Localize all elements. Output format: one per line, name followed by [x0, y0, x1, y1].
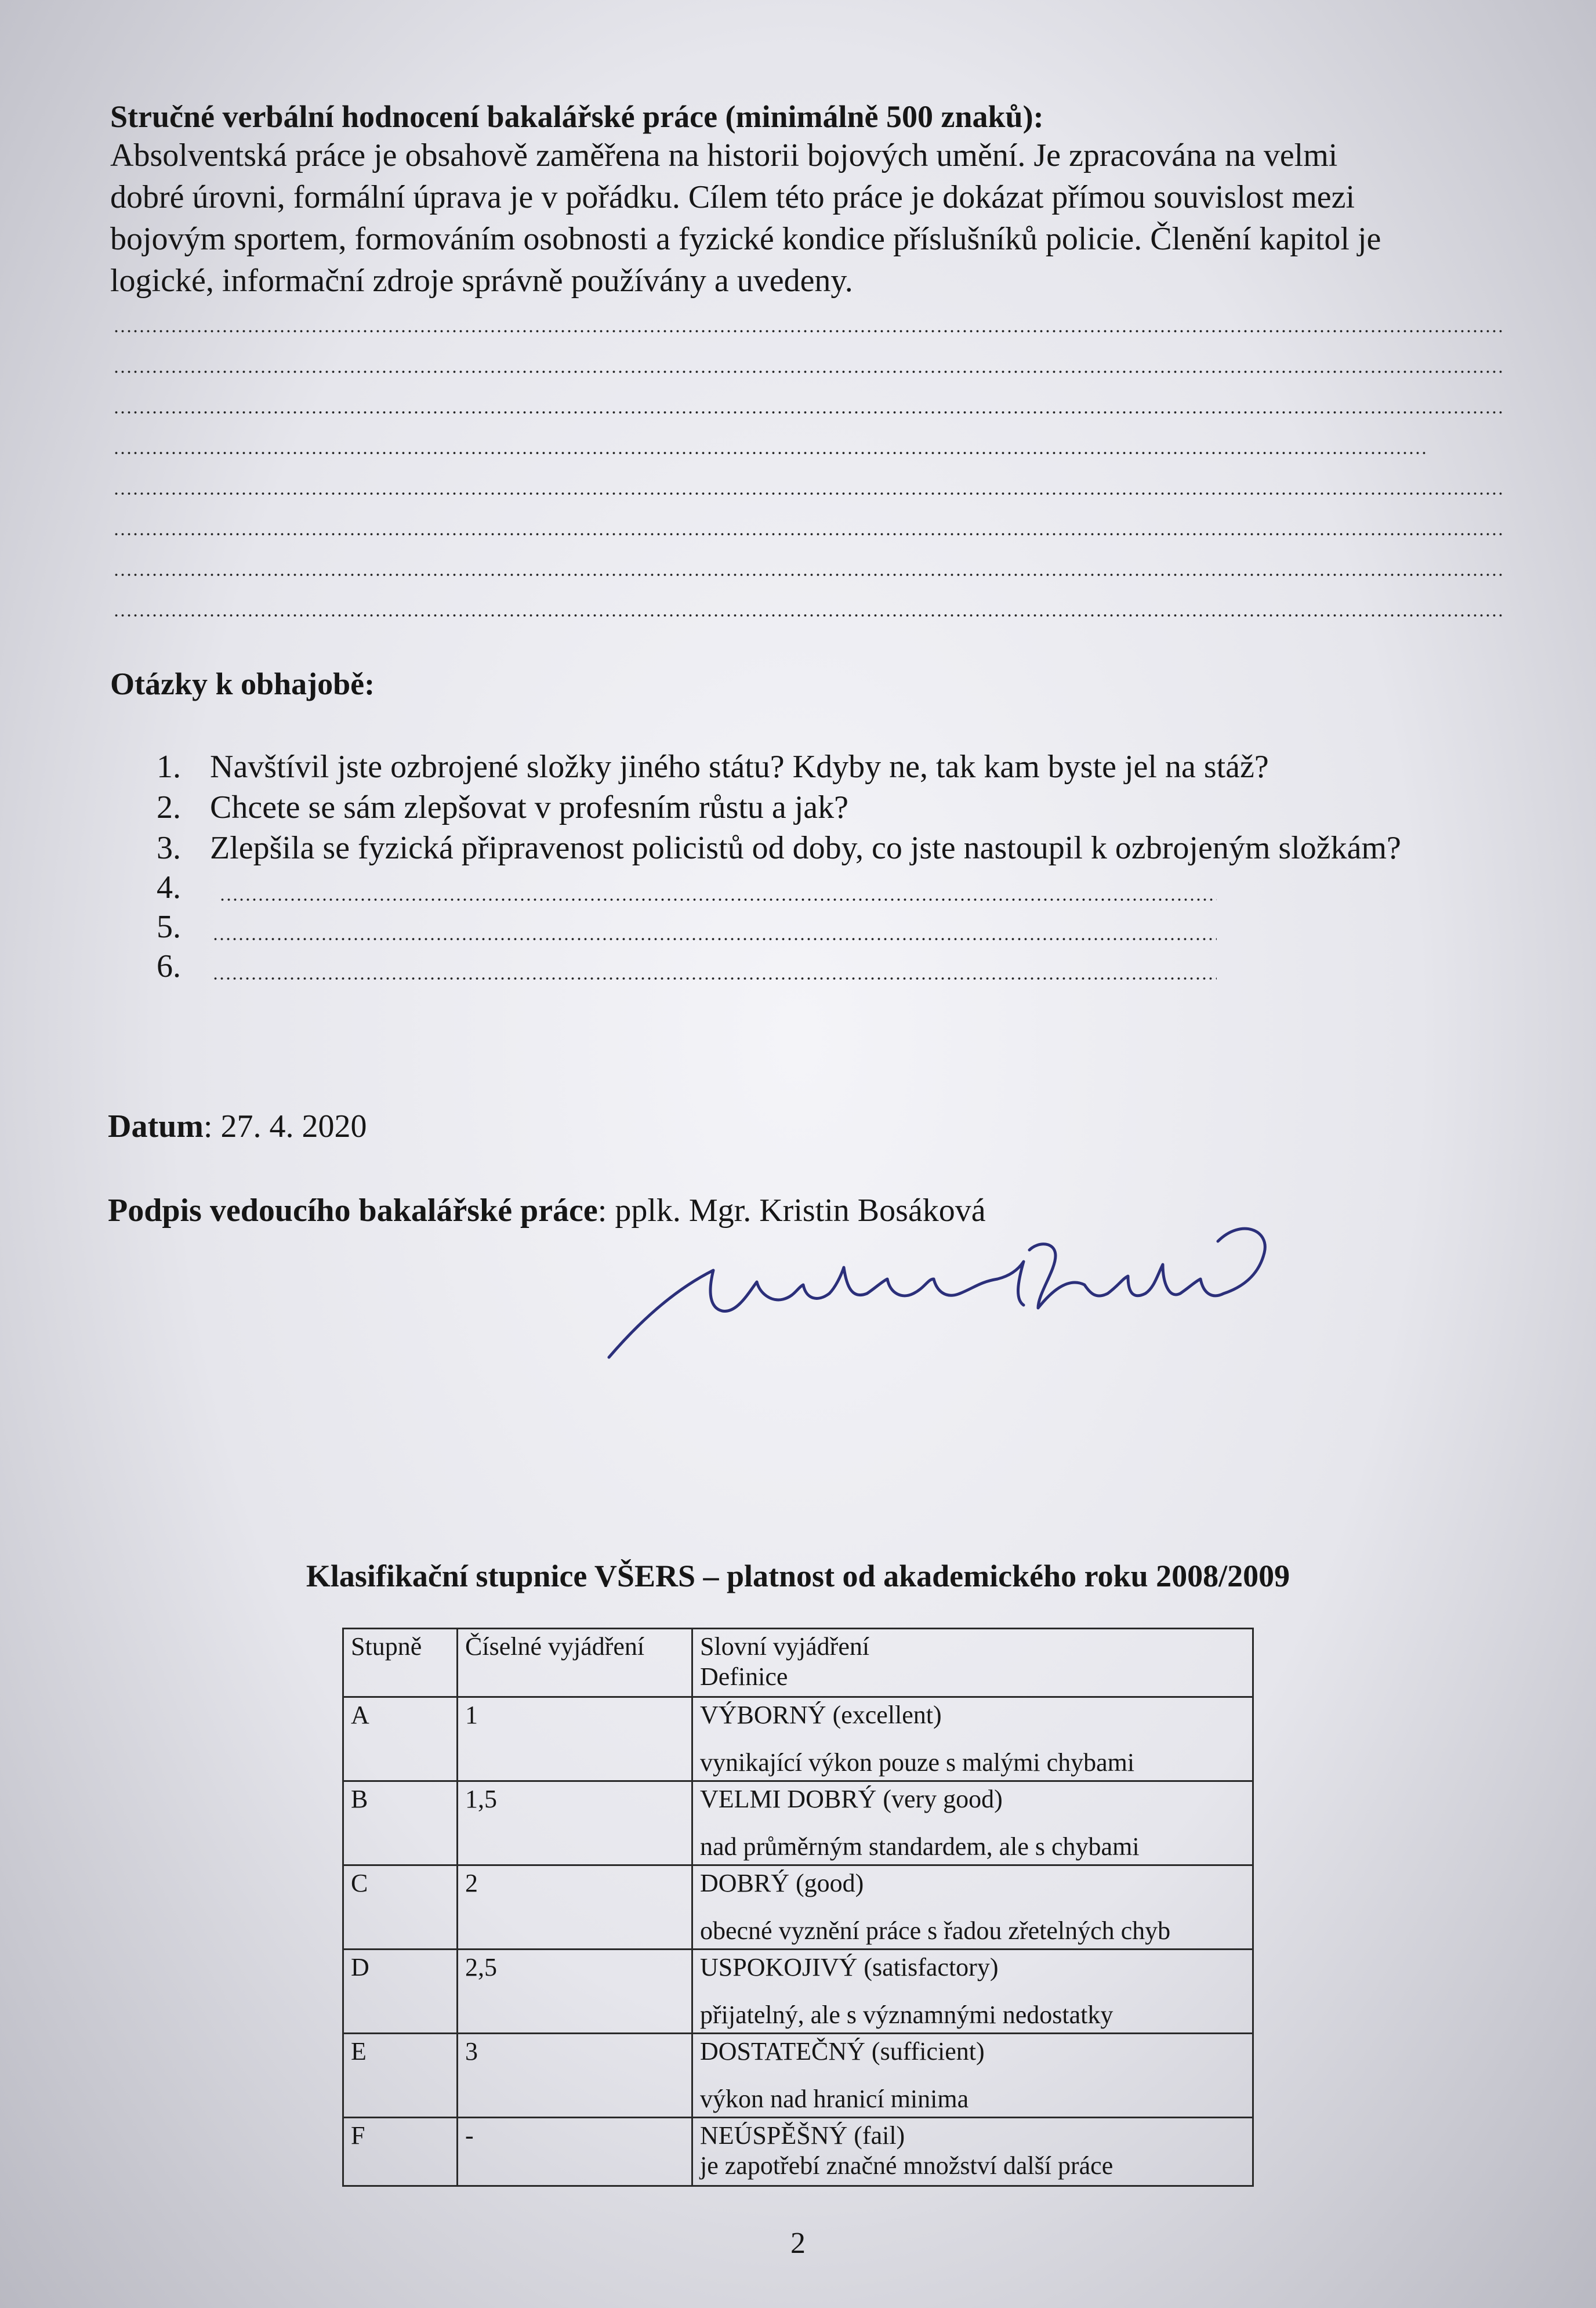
grade-definition: přijatelný, ale s významnými nedostatky [700, 2001, 1113, 2029]
verbal-grade: VÝBORNÝ (excellent) [700, 1701, 942, 1729]
numeric-cell: 2 [458, 1865, 692, 1950]
grade-cell: B [343, 1781, 458, 1865]
verbal-grade: USPOKOJIVÝ (satisfactory) [700, 1953, 999, 1981]
supervisor-name: : pplk. Mgr. Kristin Bosáková [597, 1193, 986, 1229]
question-item [157, 908, 210, 945]
grade-cell: A [343, 1697, 458, 1781]
verbal-cell [692, 2034, 1253, 2118]
dotted-line [212, 977, 1217, 980]
grade-definition: obecné vyznění práce s řadou zřetelných chyb [700, 1916, 1171, 1945]
page-number: 2 [790, 2227, 806, 2260]
grade-cell: D [343, 1950, 458, 2034]
grading-table [342, 1628, 1254, 2187]
table-row [343, 1697, 1253, 1781]
question-item [157, 748, 1269, 785]
date-value: : 27. 4. 2020 [203, 1108, 367, 1144]
dotted-line [113, 411, 1505, 414]
numeric-cell: 3 [458, 2034, 692, 2118]
verbal-cell [692, 1950, 1253, 2034]
table-row [343, 2118, 1253, 2186]
evaluation-line: dobré úrovni, formální úprava je v pořádku. Cílem této práce je dokázat přímou souvislost mezi [110, 179, 1355, 215]
numeric-cell: 1,5 [458, 1781, 692, 1865]
numeric-cell: 1 [458, 1697, 692, 1781]
grade-definition: výkon nad hranicí minima [700, 2085, 969, 2113]
question-number: 3. [157, 830, 181, 866]
dotted-line [113, 370, 1505, 374]
table-row [343, 1865, 1253, 1950]
verbal-grade: DOBRÝ (good) [700, 1869, 864, 1897]
dotted-line [113, 614, 1505, 617]
grade-cell: F [343, 2118, 458, 2186]
numeric-cell: - [458, 2118, 692, 2186]
date-label: Datum [108, 1108, 204, 1144]
numeric-cell: 2,5 [458, 1950, 692, 2034]
question-item [157, 948, 210, 985]
questions-heading: Otázky k obhajobě: [110, 666, 375, 701]
evaluation-line: bojovým sportem, formováním osobnosti a fyzické kondice příslušníků policie. Členění kapitol je [110, 221, 1381, 257]
supervisor-label: Podpis vedoucího bakalářské práce [108, 1193, 598, 1229]
grade-cell: C [343, 1865, 458, 1950]
question-text: Navštívil jste ozbrojené složky jiného státu? Kdyby ne, tak kam byste jel na stáž? [210, 749, 1269, 785]
dotted-line [219, 898, 1217, 901]
handwritten-signature [597, 1206, 1282, 1381]
question-number: 4. [157, 869, 181, 905]
question-text: Zlepšila se fyzická připravenost policistů od doby, co jste nastoupil k ozbrojeným složkám? [210, 830, 1401, 866]
grade-definition: je zapotřebí značné množství další práce [700, 2151, 1113, 2180]
grade-cell: E [343, 2034, 458, 2118]
question-item [157, 869, 210, 906]
question-number: 5. [157, 909, 181, 945]
evaluation-line: logické, informační zdroje správně používány a uvedeny. [110, 263, 853, 299]
header-verbal [692, 1629, 1253, 1697]
table-row [343, 2034, 1253, 2118]
question-text: Chcete se sám zlepšovat v profesním růstu a jak? [210, 789, 848, 825]
dotted-line [212, 937, 1217, 941]
dotted-line [113, 532, 1505, 536]
verbal-cell [692, 1697, 1253, 1781]
verbal-grade: NEÚSPĚŠNÝ (fail) [700, 2121, 905, 2150]
verbal-cell [692, 2118, 1253, 2186]
verbal-grade: DOSTATEČNÝ (sufficient) [700, 2037, 985, 2066]
evaluation-heading: Stručné verbální hodnocení bakalářské práce (minimálně 500 znaků): [110, 99, 1044, 134]
dotted-line [113, 573, 1505, 577]
question-number: 1. [157, 749, 181, 785]
grade-definition: vynikající výkon pouze s malými chybami [700, 1748, 1135, 1777]
dotted-line [113, 451, 1427, 455]
verbal-cell [692, 1865, 1253, 1950]
date-line [108, 1108, 367, 1145]
verbal-cell [692, 1781, 1253, 1865]
header-numeric: Číselné vyjádření [458, 1629, 692, 1697]
question-item [157, 829, 1401, 867]
question-item [157, 789, 848, 826]
evaluation-text [110, 135, 1514, 302]
grading-scale-title: Klasifikační stupnice VŠERS – platnost od akademického roku 2008/2009 [306, 1559, 1290, 1593]
table-header-row [343, 1629, 1253, 1697]
question-number: 2. [157, 789, 181, 825]
dotted-line [113, 492, 1505, 495]
grade-definition: nad průměrným standardem, ale s chybami [700, 1832, 1140, 1861]
verbal-grade: VELMI DOBRÝ (very good) [700, 1785, 1003, 1813]
table-row [343, 1950, 1253, 2034]
header-definition-label: Definice [700, 1662, 788, 1691]
question-number: 6. [157, 948, 181, 984]
header-verbal-label: Slovní vyjádření [700, 1632, 870, 1661]
evaluation-line: Absolventská práce je obsahově zaměřena na historii bojových umění. Je zpracována na velmi [110, 137, 1338, 173]
dotted-line [113, 329, 1505, 333]
header-grade: Stupně [343, 1629, 458, 1697]
table-row [343, 1781, 1253, 1865]
